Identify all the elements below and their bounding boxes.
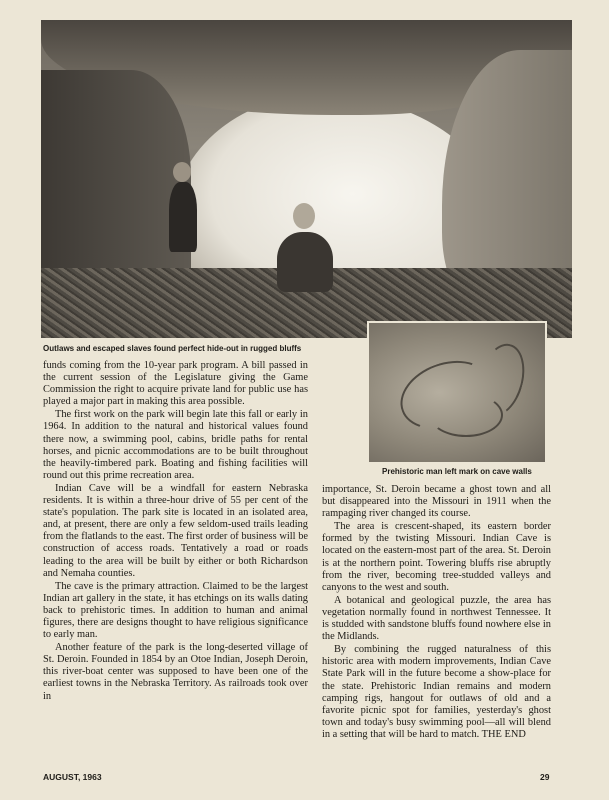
page-number: 29	[540, 772, 550, 782]
cave-photo	[41, 20, 572, 338]
etching-photo-caption: Prehistoric man left mark on cave walls	[382, 467, 532, 476]
cave-photo-caption: Outlaws and escaped slaves found perfect hide-out in rugged bluffs	[43, 344, 302, 353]
man-standing-figure	[169, 182, 197, 252]
paragraph: The first work on the park will begin late this fall or early in 1964. In addition to the natural and historical values found there now, a swimming pool, cabins, bridle paths for rental horses, and picnic accommodations are to be built throughout the heavily-timbered park. Boating and fishing facilities will round out this prime recreation area.	[43, 409, 308, 481]
article-left-column	[43, 360, 308, 704]
paragraph: funds coming from the 10-year park program. A bill passed in the current session of the Legislature giving the Game Commission the right to acquire private land for public use has played a major part in making this area possible.	[43, 360, 308, 408]
article-right-column	[322, 484, 551, 742]
man-crouching-figure	[277, 232, 333, 292]
paragraph: Indian Cave will be a windfall for eastern Nebraska residents. It is within a three-hour drive of 55 per cent of the state's population. The park site is located in an isolated area, and, at present, there are only a few seldom-used trails leading from the flatlands to the east. The first order of business will be construction of access roads. Tentatively a road or roads leading to the area will be built by either or both Richardson and Nemaha counties.	[43, 482, 308, 579]
issue-date: AUGUST, 1963	[43, 772, 102, 782]
cave-etching-photo	[367, 321, 547, 464]
paragraph: A botanical and geological puzzle, the area has vegetation normally found in northwest Tennessee. It is studded with sandstone bluffs found nowhere else in the Midlands.	[322, 594, 551, 643]
paragraph: By combining the rugged naturalness of this historic area with modern improvements, Indian Cave State Park will in the future become a show-place for the state. Prehistoric Indian remains and modern camping rigs, hangout for outlaws of old and a favorite picnic spot for families, yesterday's ghost town and today's busy swimming pool—all will blend in a setting that will be hard to match. THE END	[322, 644, 551, 740]
paragraph: The area is crescent-shaped, its eastern border formed by the twisting Missouri. Indian Cave is located on the eastern-most part of the area. St. Deroin is at the northern point. Towering bluffs rise abruptly from the river, becoming tree-studded valleys and canyons to the west and south.	[322, 521, 551, 593]
paragraph: Another feature of the park is the long-deserted village of St. Deroin. Founded in 1854 by an Otoe Indian, Joseph Deroin, this river-boat center was supposed to have been one of the earliest towns in the Nebraska Territory. As railroads took over in	[43, 642, 308, 702]
paragraph: The cave is the primary attraction. Claimed to be the largest Indian art gallery in the state, it has etchings on its walls dating back to prehistoric times. In addition to human and animal figures, there are designs thought to have religious significance to early man.	[43, 580, 308, 641]
paragraph: importance, St. Deroin became a ghost town and all but disappeared into the Missouri in 1911 when the rampaging river changed its course.	[322, 484, 551, 520]
